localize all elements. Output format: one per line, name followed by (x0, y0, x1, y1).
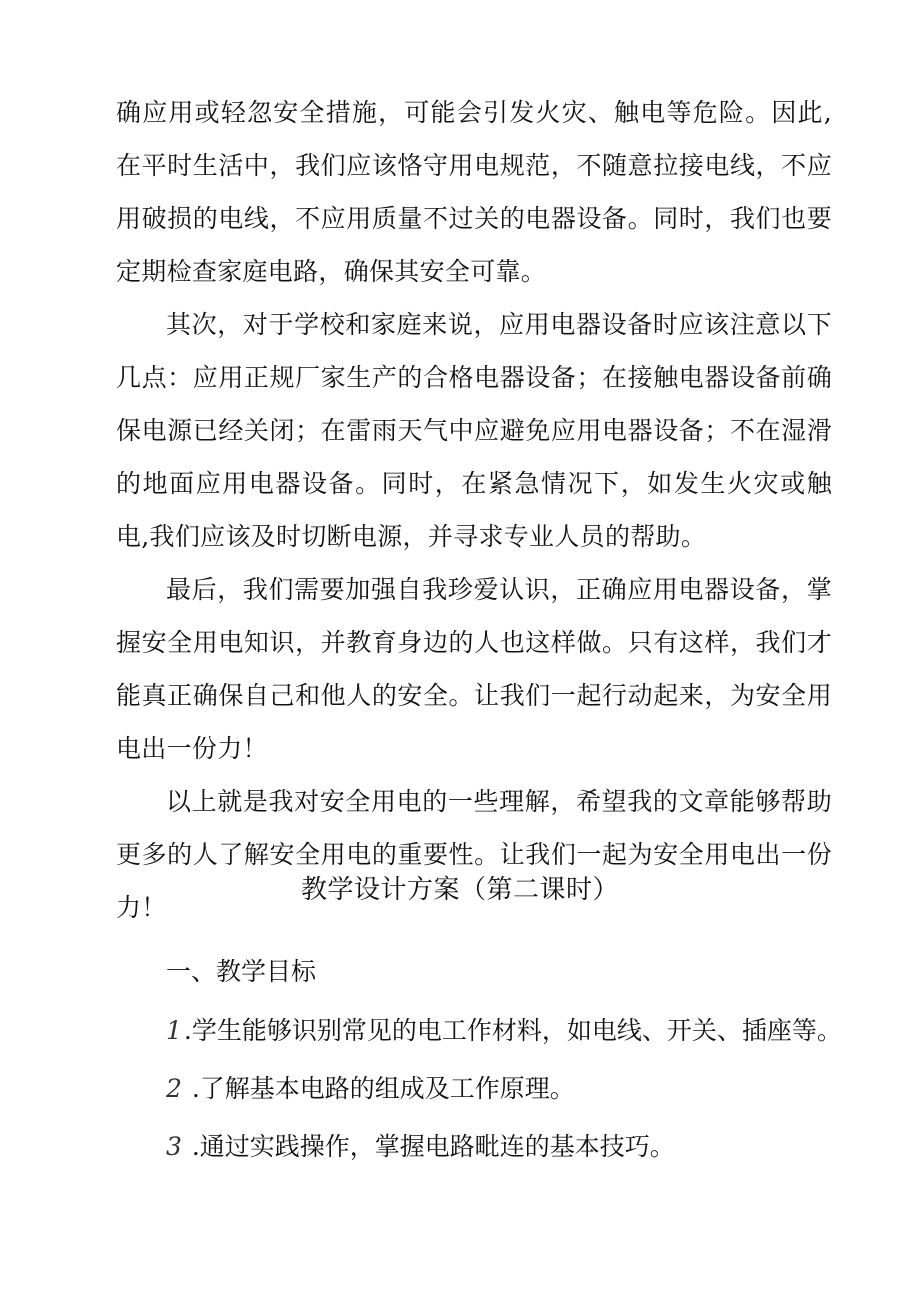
objective-item-3 (166, 1127, 846, 1167)
paragraph-3: 最后，我们需要加强自我珍爱认识，正确应用电器设备，掌握安全用电知识，并教育身边的人也这样做。只有这样，我们才能真正确保自己和他人的安全。让我们一起行动起来，为安全用电出一份力！ (116, 575, 832, 763)
body-text (116, 86, 832, 934)
section-title: 教学设计方案（第二课时） (300, 875, 619, 905)
paragraph-1: 确应用或轻忽安全措施，可能会引发火灾、触电等危险。因此,在平时生活中，我们应该恪守用电规范，不随意拉接电线，不应用破损的电线，不应用质量不过关的电器设备。同时，我们也要定期检查家庭电路，确保其安全可靠。 (116, 98, 832, 286)
objective-number: 2 (166, 1074, 182, 1103)
objective-item-1 (166, 1011, 846, 1051)
paragraph-4: 以上就是我对安全用电的一些理解，希望我的文章能够帮助更多的人了解安全用电的重要性。让我们一起为安全用电出一份力！ (116, 787, 832, 922)
paragraph-2: 其次，对于学校和家庭来说，应用电器设备时应该注意以下几点：应用正规厂家生产的合格电器设备；在接触电器设备前确保电源已经关闭；在雷雨天气中应避免应用电器设备；不在湿滑的地面应用电器设备。同时，在紧急情况下，如发生火灾或触电,我们应该及时切断电源，并寻求专业人员的帮助。 (116, 310, 832, 551)
objectives-heading: 一、教学目标 (166, 957, 317, 986)
objective-text: .学生能够识别常见的电工作材料，如电线、开关、插座等。 (183, 1016, 842, 1045)
objective-text: .了解基本电路的组成及工作原理。 (183, 1074, 575, 1103)
objective-item-2 (166, 1069, 846, 1109)
objective-text: .通过实践操作，掌握电路毗连的基本技巧。 (183, 1132, 675, 1161)
objective-number: 1 (166, 1016, 182, 1045)
objective-number: 3 (166, 1132, 182, 1161)
